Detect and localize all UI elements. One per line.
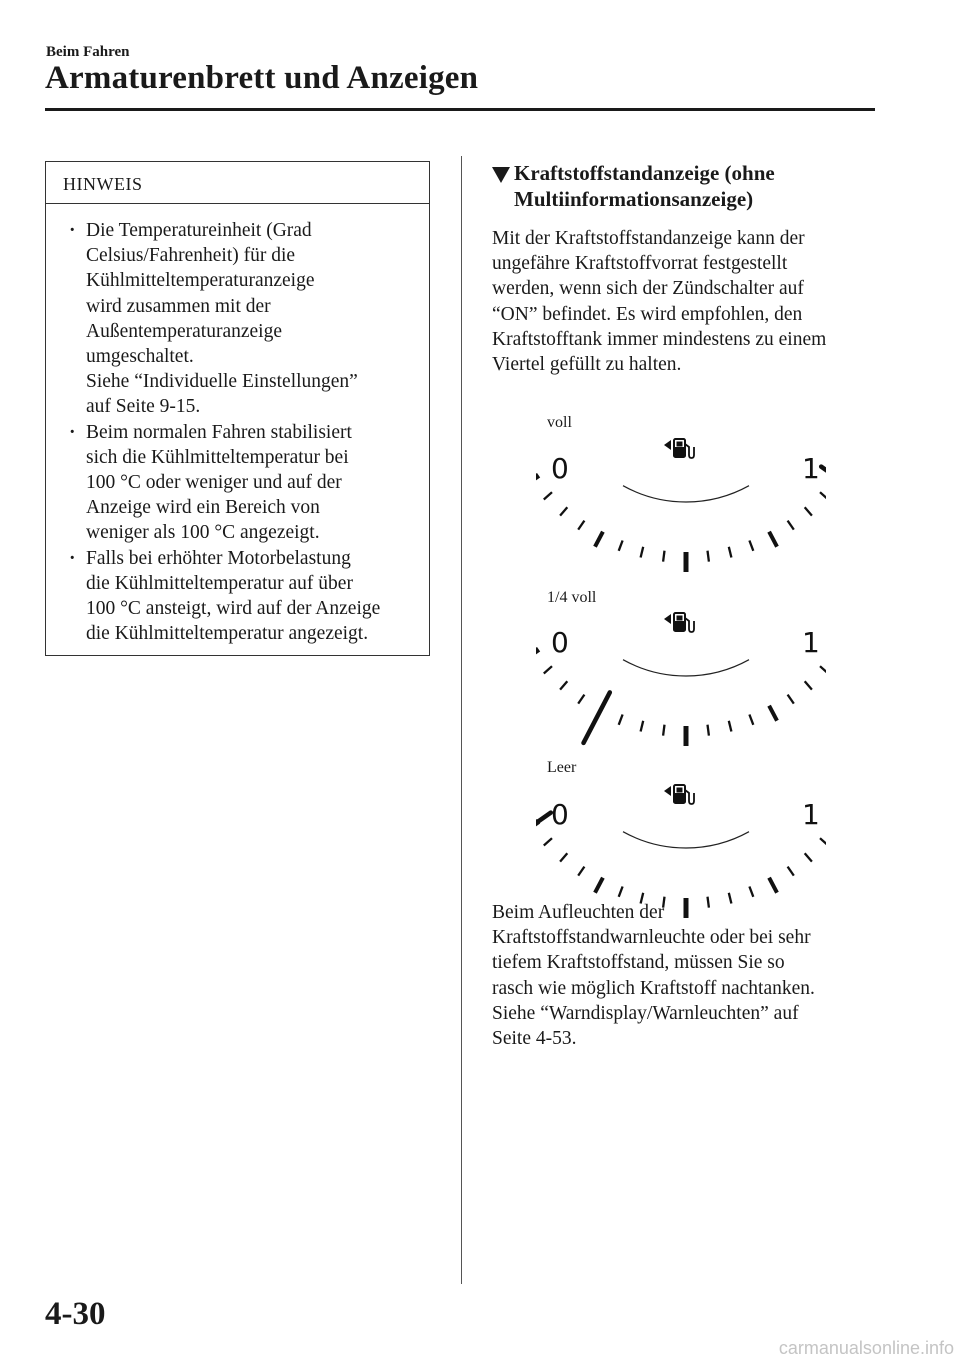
gauge-tick [578, 521, 584, 530]
gauge-tick [749, 887, 753, 897]
gauge-tick [769, 878, 777, 893]
gauge-tick [820, 666, 826, 673]
gauge-tick [560, 681, 567, 689]
gauge-tick [788, 867, 794, 876]
footer-site: carmanualsonline.info [778, 1338, 954, 1358]
gauge-tick [619, 541, 623, 551]
gauge-tick [663, 725, 664, 736]
gauge-label-quarter: 1/4 voll [547, 589, 597, 606]
triangle-down-icon [492, 167, 510, 183]
gauge-tick [805, 507, 812, 515]
gauge-needle [584, 692, 610, 743]
note-item: · Die Temperatureinheit (Grad Celsius/Fahrenheit) für die Kühlmitteltemperaturanzeige wird zusammen mit der Außentemperaturanzeige umgeschaltet. Siehe “Individuelle Einstellungen” auf Seite 9-15. [62, 218, 423, 420]
gauge-tick [544, 838, 552, 845]
gauge-tick [708, 725, 709, 736]
gauge-tick [805, 853, 812, 861]
gauge-tick [641, 721, 644, 732]
gauge-max-label: 1 [802, 452, 820, 485]
gauge-tick [788, 521, 794, 530]
gauge-tick [536, 475, 539, 488]
gauge-tick [663, 551, 664, 562]
gauge-tick [619, 887, 623, 897]
gauge-tick [641, 547, 644, 558]
gauge-label-full: voll [547, 414, 572, 431]
note-item: · Beim normalen Fahren stabilisiert sich die Kühlmitteltemperatur bei 100 °C oder weniger und auf der Anzeige wird ein Bereich von weniger als 100 °C angezeigt. [62, 420, 423, 546]
gauge-tick [708, 551, 709, 562]
gauge-arc [623, 486, 749, 502]
gauge-tick [729, 721, 732, 732]
header-rule [45, 108, 875, 111]
gauge-tick [820, 492, 826, 499]
gauge-tick [578, 867, 584, 876]
gauge-tick [805, 681, 812, 689]
page-number: 4-30 [45, 1296, 106, 1332]
gauge-min-label: 0 [551, 798, 569, 831]
gauge-min-label: 0 [551, 452, 569, 485]
gauge-arc [623, 660, 749, 676]
fuel-section-heading [492, 160, 872, 212]
gauge-tick [544, 666, 552, 673]
fuel-pump-icon [664, 785, 694, 804]
note-box [45, 161, 430, 656]
fuel-pump-icon [664, 439, 694, 458]
gauge-tick [619, 715, 623, 725]
gauge-tick [560, 853, 567, 861]
gauge-tick [788, 695, 794, 704]
gauge-tick [578, 695, 584, 704]
gauge-tick [749, 715, 753, 725]
gauge-tick [560, 507, 567, 515]
note-heading: HINWEIS [46, 162, 429, 204]
fuel-heading-text: Kraftstoffstandanzeige (ohne Multiinformationsanzeige) [514, 161, 775, 211]
gauge-tick [595, 878, 603, 893]
gauge-tick [749, 541, 753, 551]
fuel-gauge-empty [536, 778, 826, 918]
note-list [46, 204, 429, 646]
gauge-arc [623, 832, 749, 848]
column-divider [461, 156, 462, 1284]
gauge-min-label: 0 [551, 626, 569, 659]
gauge-tick [769, 706, 777, 721]
fuel-pump-icon [664, 613, 694, 632]
chapter-title: Armaturenbrett und Anzeigen [45, 60, 479, 96]
fuel-intro-text: Mit der Kraftstoffstandanzeige kann der ungefähre Kraftstoffvorrat festgestellt werden, wenn sich der Zündschalter auf “ON” befindet. Es wird empfohlen, den Kraftstofftank immer mindestens zu einem Viertel gefüllt zu halten. [492, 228, 827, 376]
gauge-tick [729, 547, 732, 558]
fuel-gauge-full [536, 432, 826, 572]
gauge-max-label: 1 [802, 626, 820, 659]
gauge-max-label: 1 [802, 798, 820, 831]
fuel-warning-text: Beim Aufleuchten der Kraftstoffstandwarnleuchte oder bei sehr tiefem Kraftstoffstand, müssen Sie so rasch wie möglich Kraftstoff nachtanken. Siehe “Warndisplay/Warnleuchten” auf Seite 4-53. [492, 902, 815, 1050]
gauge-label-empty: Leer [547, 759, 577, 776]
gauge-tick [820, 838, 826, 845]
fuel-gauge-quarter [536, 606, 826, 746]
gauge-tick [536, 649, 539, 662]
gauge-tick [595, 532, 603, 547]
gauge-tick [544, 492, 552, 499]
note-item: · Falls bei erhöhter Motorbelastung die Kühlmitteltemperatur auf über 100 °C ansteigt, wird auf der Anzeige die Kühlmitteltemperatur angezeigt. [62, 546, 423, 647]
gauge-tick [769, 532, 777, 547]
section-label: Beim Fahren [46, 44, 130, 60]
